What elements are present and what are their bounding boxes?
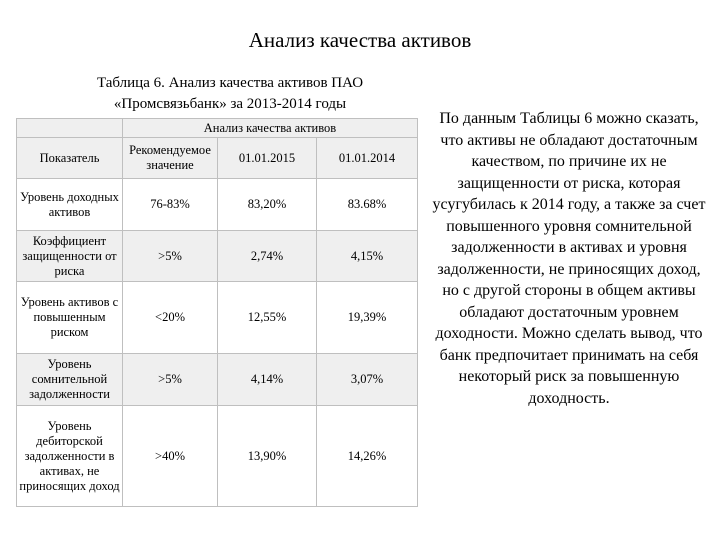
- slide-title: Анализ качества активов: [248, 28, 472, 52]
- recommended-cell: 76-83%: [123, 179, 218, 231]
- table-row: [17, 282, 418, 354]
- header-2015: 01.01.2015: [218, 138, 317, 179]
- table-caption: [60, 73, 400, 115]
- table-header-row: [17, 138, 418, 179]
- indicator-cell: Уровень дебиторской задолженности в активах, не приносящих доход: [17, 406, 123, 507]
- value-2014-cell: 3,07%: [317, 354, 418, 406]
- asset-quality-table: [16, 118, 418, 507]
- header-cell-empty: [17, 119, 123, 138]
- value-2014-cell: 19,39%: [317, 282, 418, 354]
- table-caption-line-1: Таблица 6. Анализ качества активов ПАО: [96, 75, 364, 91]
- recommended-cell: >5%: [123, 231, 218, 282]
- table-row: [17, 179, 418, 231]
- recommended-cell: <20%: [123, 282, 218, 354]
- table-row: [17, 354, 418, 406]
- indicator-cell: Уровень активов с повышенным риском: [17, 282, 123, 354]
- value-2014-cell: 4,15%: [317, 231, 418, 282]
- value-2014-cell: 83.68%: [317, 179, 418, 231]
- recommended-cell: >5%: [123, 354, 218, 406]
- indicator-cell: Уровень доходных активов: [17, 179, 123, 231]
- header-2014: 01.01.2014: [317, 138, 418, 179]
- value-2015-cell: 2,74%: [218, 231, 317, 282]
- table-caption-line-2: «Промсвязьбанк» за 2013-2014 годы: [113, 96, 347, 112]
- indicator-cell: Уровень сомнительной задолженности: [17, 354, 123, 406]
- asset-quality-table-wrapper: [16, 118, 417, 507]
- value-2015-cell: 12,55%: [218, 282, 317, 354]
- table-row: [17, 406, 418, 507]
- recommended-cell: >40%: [123, 406, 218, 507]
- value-2015-cell: 13,90%: [218, 406, 317, 507]
- table-row: [17, 231, 418, 282]
- value-2015-cell: 83,20%: [218, 179, 317, 231]
- header-recommended: Рекомендуемое значение: [123, 138, 218, 179]
- value-2014-cell: 14,26%: [317, 406, 418, 507]
- table-group-header-row: [17, 119, 418, 138]
- value-2015-cell: 4,14%: [218, 354, 317, 406]
- header-indicator: Показатель: [17, 138, 123, 179]
- table-group-header: Анализ качества активов: [123, 119, 418, 138]
- indicator-cell: Коэффициент защищенности от риска: [17, 231, 123, 282]
- conclusion-text: По данным Таблицы 6 можно сказать, что активы не обладают достаточным качеством, по причине их не защищенности от риска, которая усугубилась к 2014 году, а также за счет повышенного уровня сомнительной задолженности в активах и уровня задолженности, не приносящих доход, но с другой стороны в общем активы обладают достаточным уровнем доходности. Можно сделать вывод, что банк предпочитает принимать на себя некоторый риск за повышенную доходность.: [432, 110, 706, 407]
